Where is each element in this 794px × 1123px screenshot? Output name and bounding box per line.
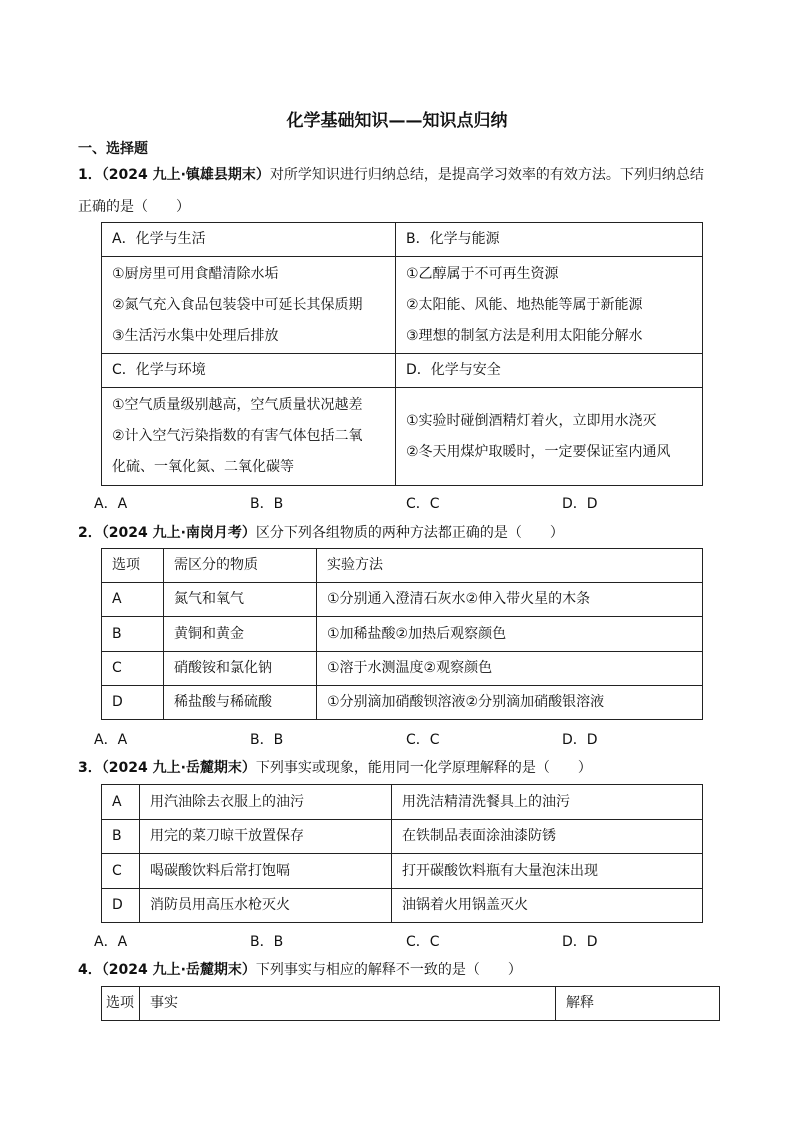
table-cell: C	[102, 652, 164, 686]
q3-options	[94, 931, 718, 951]
table-cell: 用完的菜刀晾干放置保存	[140, 820, 392, 854]
table-header: 需区分的物质	[164, 549, 317, 583]
question-text: 下列事实或现象，能用同一化学原理解释的是（ ）	[255, 760, 592, 776]
q1-options	[94, 493, 718, 513]
table-cell: 稀盐酸与稀硫酸	[164, 686, 317, 720]
table-cell	[396, 257, 703, 354]
question-number: 1．	[78, 167, 102, 183]
table-header: 选项	[102, 549, 164, 583]
option-d[interactable]: D．D	[562, 496, 598, 512]
table-row	[102, 854, 703, 889]
q1-table	[101, 222, 703, 486]
table-cell: 黄铜和黄金	[164, 617, 317, 652]
table-row	[102, 257, 703, 354]
table-cell: ①加稀盐酸②加热后观察颜色	[317, 617, 703, 652]
list-item: ①实验时碰倒酒精灯着火，立即用水浇灭	[406, 412, 657, 429]
question-number: 2．	[78, 525, 102, 541]
question-number: 4．	[78, 962, 102, 978]
table-cell: 油锅着火用锅盖灭火	[392, 889, 703, 923]
table-cell: 在铁制品表面涂油漆防锈	[392, 820, 703, 854]
table-cell: B	[102, 617, 164, 652]
table-header: 实验方法	[317, 549, 703, 583]
table-cell: ①分别通入澄清石灰水②伸入带火星的木条	[317, 583, 703, 617]
option-b[interactable]: B．B	[250, 732, 284, 748]
q2-options	[94, 729, 718, 749]
question-text: 区分下列各组物质的两种方法都正确的是（ ）	[255, 525, 564, 541]
table-cell: A	[102, 583, 164, 617]
table-cell: 喝碳酸饮料后常打饱嗝	[140, 854, 392, 889]
question-2	[78, 518, 564, 548]
table-row	[102, 583, 703, 617]
table-cell: 消防员用高压水枪灭火	[140, 889, 392, 923]
list-item: ③理想的制氢方法是利用太阳能分解水	[406, 327, 643, 344]
table-row	[102, 354, 703, 388]
table-cell: 用洗洁精清洗餐具上的油污	[392, 785, 703, 820]
list-item: ②太阳能、风能、地热能等属于新能源	[406, 296, 643, 313]
question-4	[78, 955, 522, 985]
table-cell: C	[102, 854, 140, 889]
table-header: 事实	[140, 987, 556, 1021]
table-row	[102, 223, 703, 257]
option-b[interactable]: B．B	[250, 934, 284, 950]
option-c[interactable]: C．C	[406, 732, 440, 748]
q3-table	[101, 784, 703, 923]
table-cell: A	[102, 785, 140, 820]
page-title: 化学基础知识——知识点归纳	[286, 111, 508, 131]
table-row	[102, 987, 720, 1021]
table-cell: B	[102, 820, 140, 854]
table-cell	[102, 257, 396, 354]
table-row	[102, 617, 703, 652]
list-item: ①乙醇属于不可再生资源	[406, 265, 559, 282]
table-cell: C．化学与环境	[102, 354, 396, 388]
table-row	[102, 388, 703, 486]
table-cell: ①溶于水测温度②观察颜色	[317, 652, 703, 686]
table-cell: 用汽油除去衣服上的油污	[140, 785, 392, 820]
table-cell: B．化学与能源	[396, 223, 703, 257]
option-c[interactable]: C．C	[406, 934, 440, 950]
table-header: 选项	[102, 987, 140, 1021]
table-cell	[396, 388, 703, 486]
table-cell: ①分别滴加硝酸钡溶液②分别滴加硝酸银溶液	[317, 686, 703, 720]
table-cell: 氮气和氧气	[164, 583, 317, 617]
question-3	[78, 753, 592, 783]
table-row	[102, 652, 703, 686]
question-1	[78, 160, 704, 190]
section-heading: 一、选择题	[78, 141, 148, 157]
question-number: 3．	[78, 760, 102, 776]
option-b[interactable]: B．B	[250, 496, 284, 512]
table-row	[102, 785, 703, 820]
option-d[interactable]: D．D	[562, 732, 598, 748]
list-item: ②冬天用煤炉取暖时，一定要保证室内通风	[406, 443, 671, 460]
q2-table	[101, 548, 703, 720]
q4-table	[101, 986, 720, 1021]
option-a[interactable]: A．A	[94, 732, 128, 748]
option-c[interactable]: C．C	[406, 496, 440, 512]
question-source: （2024 九上·岳麓期末）	[101, 760, 256, 776]
list-item: ②氮气充入食品包装袋中可延长其保质期	[112, 296, 363, 313]
question-text-continued: 正确的是（ ）	[78, 199, 190, 215]
table-cell: D．化学与安全	[396, 354, 703, 388]
table-row	[102, 820, 703, 854]
list-item: 化硫、一氧化氮、二氧化碳等	[112, 459, 294, 475]
question-source: （2024 九上·镇雄县期末）	[101, 167, 270, 183]
table-row	[102, 686, 703, 720]
option-a[interactable]: A．A	[94, 934, 128, 950]
table-cell: D	[102, 686, 164, 720]
table-row	[102, 549, 703, 583]
list-item: ①厨房里可用食醋清除水垢	[112, 265, 279, 282]
option-a[interactable]: A．A	[94, 496, 128, 512]
table-cell: A．化学与生活	[102, 223, 396, 257]
table-cell: 打开碳酸饮料瓶有大量泡沫出现	[392, 854, 703, 889]
list-item: ②计入空气污染指数的有害气体包括二氧	[112, 428, 363, 444]
question-source: （2024 九上·南岗月考）	[101, 525, 256, 541]
table-row	[102, 889, 703, 923]
list-item: ①空气质量级别越高，空气质量状况越差	[112, 397, 363, 413]
table-cell	[102, 388, 396, 486]
question-text: 对所学知识进行归纳总结，是提高学习效率的有效方法。下列归纳总结	[269, 167, 704, 183]
list-item: ③生活污水集中处理后排放	[112, 327, 279, 344]
table-header: 解释	[556, 987, 720, 1021]
question-source: （2024 九上·岳麓期末）	[101, 962, 256, 978]
table-cell: D	[102, 889, 140, 923]
option-d[interactable]: D．D	[562, 934, 598, 950]
question-text: 下列事实与相应的解释不一致的是（ ）	[255, 962, 522, 978]
table-cell: 硝酸铵和氯化钠	[164, 652, 317, 686]
